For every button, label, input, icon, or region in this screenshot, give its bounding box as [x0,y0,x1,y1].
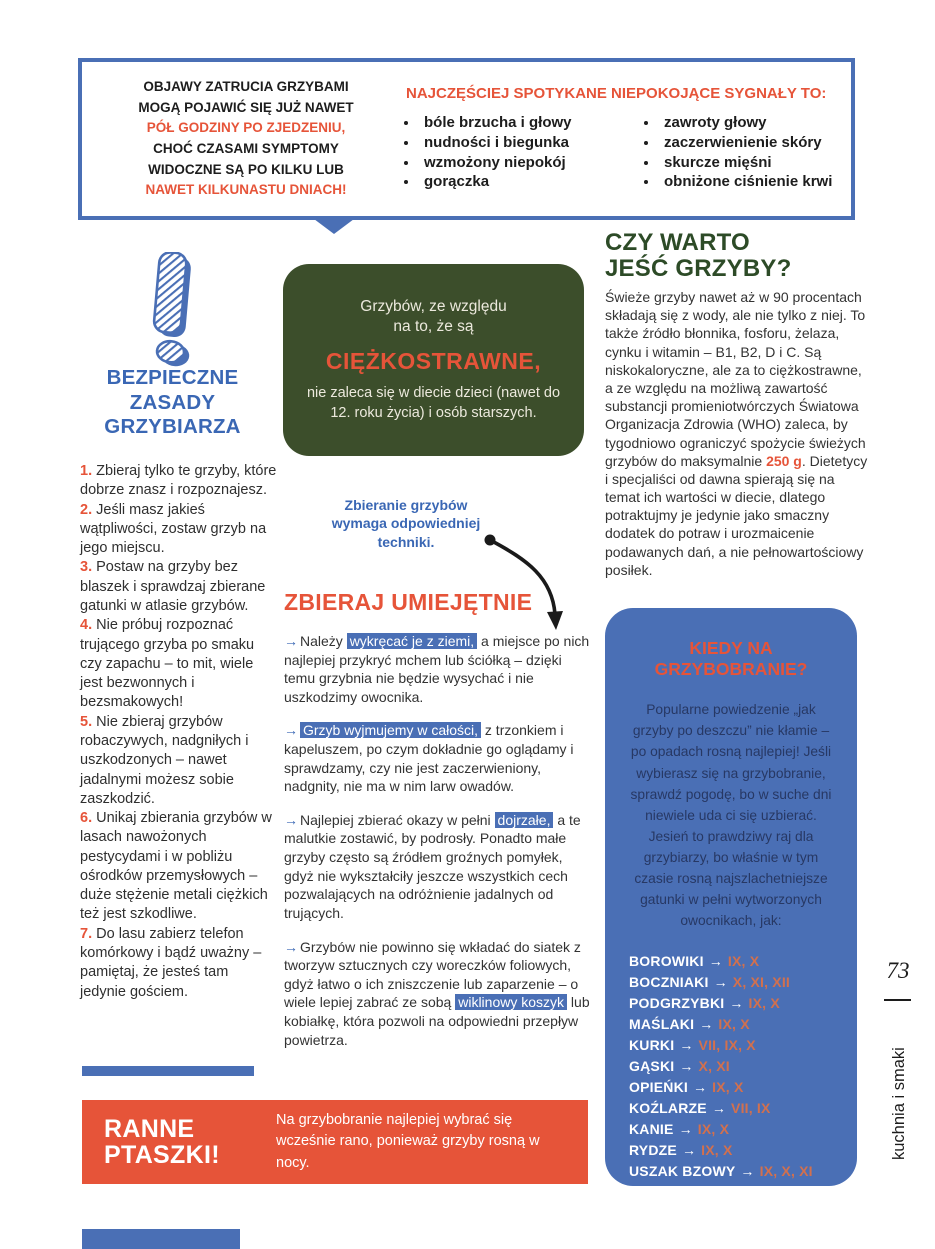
alert-pointer-triangle [310,216,358,234]
highlighted-phrase: wykręcać je z ziemi, [347,633,477,649]
rule-number: 7. [80,925,93,942]
mushroom-months: IX, X [748,995,780,1012]
row-arrow-icon: → [681,1142,697,1159]
mushroom-name: MAŚLAKI [629,1016,695,1033]
rule-text: Jeśli masz jakieś wątpliwości, zostaw grzyb na jego miejscu. [80,501,267,557]
collect-paragraph [284,938,592,1050]
mushroom-months: IX, X [697,1121,730,1138]
mushroom-name: PODGRZYBKI [629,995,725,1012]
rule-text: Nie zbieraj grzybów robaczywych, nadgniłych i uszkodzonych – nawet jadalnymi możesz sobie zaszkodzić. [80,713,249,807]
collect-paragraph [284,721,592,795]
paragraph-post: z trzonkiem i kapeluszem, po czym dokładnie go oglądamy i sprawdzamy, czy nie jest zaczerwieniony, nadgnity, nie ma w nim larw owadów. [284,722,574,795]
paragraph-arrow-icon: → [284,811,298,828]
when-to-forage-box [605,608,857,1186]
paragraph-pre: Najlepiej zbierać okazy w pełni [300,811,495,828]
safety-rule-item [80,501,278,559]
mushroom-name: BOCZNIAKI [629,974,709,991]
poisoning-alert-box [78,58,855,220]
poisoning-intro [82,77,392,200]
mushroom-season-row [629,1077,839,1098]
when-heading-line: GRZYBOBRANIE? [654,658,808,679]
mushroom-name: BOROWIKI [629,953,704,970]
mushroom-season-row [629,1140,839,1161]
mushroom-name: OPIEŃKI [629,1079,688,1096]
when-heading-line: KIEDY NA [689,638,773,658]
rule-number: 5. [80,713,93,730]
rule-number: 2. [80,501,93,518]
worth-heading-line: CZY WARTO [605,229,750,256]
signals-column-2 [644,114,832,192]
signal-item: • obniżone ciśnienie krwi [644,173,832,192]
signal-item: • gorączka [404,173,644,192]
row-arrow-icon: → [699,1016,714,1033]
mushroom-season-row [629,1035,839,1056]
when-heading [623,638,839,679]
exclamation-mark-icon [143,252,207,370]
mushroom-season-row [629,1098,839,1119]
intro-line: CHOĆ CZASAMI SYMPTOMY [153,141,339,156]
mushroom-season-row [629,972,839,993]
intro-line-accent: NAWET KILKUNASTU DNIACH! [145,182,347,198]
mushroom-season-row [629,951,839,972]
technique-note: Zbieranie grzybów wymaga odpowiedniej techniki. [331,497,481,550]
paragraph-arrow-icon: → [284,722,298,739]
early-birds-title [104,1116,276,1169]
heavy-digestion-box [283,264,584,456]
paragraph-pre: Grzybów nie powinno się wkładać do siatek z tworzyw sztucznych czy woreczków foliowych, gdyż łatwo o ich zniszczenie lub zaparzenie – o wiele lepiej zabrać ze sobą [284,938,581,1011]
mushroom-season-row [629,1161,839,1182]
safety-rules-list [80,462,278,1002]
mushroom-name: KOŹLARZE [629,1100,707,1117]
mushroom-name: KURKI [629,1037,675,1054]
collect-paragraph [284,811,592,923]
safety-rule-item [80,616,278,712]
worth-heading-line: JEŚĆ GRZYBY? [605,254,792,282]
mushroom-months: X, XI, XII [732,974,791,991]
mushroom-months: IX, X [718,1016,750,1033]
warning-signals [392,85,851,192]
safety-rules-heading: BEZPIECZNE ZASADY GRZYBIARZA [104,366,241,439]
mushroom-name: KANIE [629,1121,674,1138]
mushroom-months: X, XI [698,1058,730,1075]
worth-pre: Świeże grzyby nawet aż w 90 procentach składają się z wody, ale nie tylko z niej. To także źródło błonnika, fosforu, żelaza, cynku i witamin – B1, B2, D i C. Są niskokaloryczne, ale za to ciężkostrawne, a ze względu na możliwą zawartość substancji promieniotwórczych Światowa Organizacja Zdrowia (WHO) zaleca, by tygodniowo ograniczyć spożycie świeżych grzybów do maksymalnie [605,289,866,469]
early-birds-title-line: PTASZKI! [104,1141,220,1169]
paragraph-pre: Należy [300,633,347,649]
rule-number: 1. [80,463,93,479]
paragraph-post: lub kobiałkę, która pozwoli na odpowiedni przepływ powietrza. [284,994,590,1048]
row-arrow-icon: → [740,1163,755,1180]
signal-item: • skurcze mięśni [644,154,832,173]
rule-text: Nie próbuj rozpoznać trującego grzyba po smaku czy zapachu – to mit, wiele jest bezwonnych i bezsmakowych! [80,617,255,711]
early-birds-box [82,1100,588,1184]
max-amount-accent: 250 g [766,452,802,469]
paragraph-post: a te malutkie zostawić, by podrosły. Ponadto małe grzyby często są źródłem groźnych pomyłek, gdyż nie wykształciły jeszcze wszystkich cech pozwalających na odróżnienie jadalnych od trujących. [284,811,581,921]
row-arrow-icon: → [678,1121,693,1138]
row-arrow-icon: → [679,1058,694,1075]
mushroom-months: IX, X, XI [759,1163,813,1180]
paragraph-arrow-icon: → [284,633,298,649]
row-arrow-icon: → [679,1037,694,1054]
worth-eating-heading [605,230,791,282]
mushroom-months: IX, X [727,953,760,970]
signals-column-1 [404,114,644,192]
mushroom-name: RYDZE [629,1142,677,1159]
rule-number: 6. [80,810,93,827]
intro-line: WIDOCZNE SĄ PO KILKU LUB [148,161,344,177]
digestion-line: na to, że są [393,318,474,336]
mushroom-season-list [629,951,839,1182]
row-arrow-icon: → [708,953,723,970]
safety-rule-item [80,809,278,925]
rule-text: Postaw na grzyby bez blaszek i sprawdzaj zbierane gatunki w atlasie grzybów. [80,559,266,614]
safety-rule-item [80,713,278,809]
signal-item: • zawroty głowy [644,114,832,133]
mushroom-name: USZAK BZOWY [629,1163,736,1180]
row-arrow-icon: → [713,974,728,991]
paragraph-arrow-icon: → [284,938,298,955]
mushroom-months: IX, X [701,1142,733,1159]
rule-text: Unikaj zbierania grzybów w lasach nawożonych pestycydami i w pobliżu ośrodków przemysłowych – duże stężenie metali ciężkich też jest szkodliwe. [80,810,272,923]
signal-item: • zaczerwienienie skóry [644,134,832,153]
rule-text: Zbieraj tylko te grzyby, które dobrze znasz i rozpoznajesz. [80,463,277,499]
collect-paragraph [284,632,592,706]
when-paragraph: Popularne powiedzenie „jak grzyby po deszczu” nie kłamie – po opadach rosną najlepiej! Jeśli wybierasz się na grzybobranie, sprawdź pogodę, bo w suche dni niewiele uda ci się uzbierać. Jesień to prawdziwy raj dla grzybiarzy, bo właśnie w tym czasie rosną najszlachetniejsze gatunki w pełni wytworzonych owocnikach, jak: [630,702,832,929]
early-birds-text: Na grzybobranie najlepiej wybrać się wcześnie rano, ponieważ grzyby rosną w nocy. [276,1112,540,1171]
section-label: kuchnia i smaki [890,1047,908,1160]
safety-rule-item [80,462,278,501]
signal-item: • nudności i biegunka [404,134,644,153]
intro-line-accent: PÓŁ GODZINY PO ZJEDZENIU, [146,120,346,136]
collect-skilfully-heading: ZBIERAJ UMIEJĘTNIE [284,589,533,615]
digestion-accent-word: CIĘŻKOSTRAWNE, [325,348,542,375]
page-number: 73 [886,958,910,983]
mushroom-name: GĄSKI [629,1058,675,1075]
mushroom-season-row [629,1119,839,1140]
signal-item: • wzmożony niepokój [404,154,644,173]
signals-heading: NAJCZĘŚCIEJ SPOTYKANE NIEPOKOJĄCE SYGNAŁY TO: [406,85,827,103]
intro-line: MOGĄ POJAWIĆ SIĘ JUŻ NAWET [138,99,354,115]
worth-post: . Dietetycy i specjaliści od dawna spierają się na temat ich wartości w diecie, dlatego potraktujmy je jedynie jako smaczny dodatek do potraw i urozmaicenie podawanych dań, a nie pełnowartościowy posiłek. [605,452,868,578]
mushroom-months: VII, IX [731,1100,771,1117]
intro-line: OBJAWY ZATRUCIA GRZYBAMI [143,79,349,95]
signal-item: • bóle brzucha i głowy [404,114,644,133]
highlighted-phrase: dojrzałe, [495,812,554,828]
worth-eating-paragraph [605,288,869,579]
safety-rule-item [80,925,278,1002]
decorative-blue-bar-bottom [82,1229,240,1249]
highlighted-phrase: Grzyb wyjmujemy w całości, [300,722,481,738]
collect-paragraphs [284,632,592,1064]
digestion-rest-text: nie zaleca się w diecie dzieci (nawet do 12. roku życia) i osób starszych. [306,385,561,421]
mushroom-months: VII, IX, X [698,1037,756,1054]
rule-number: 4. [80,617,93,634]
early-birds-title-line: RANNE [104,1114,195,1143]
digestion-line: Grzybów, ze względu [360,297,507,315]
mushroom-season-row [629,1014,839,1035]
curved-arrow-icon [462,518,577,636]
safety-rule-item [80,558,278,616]
folio-divider-line [884,999,911,1001]
row-arrow-icon: → [729,995,744,1012]
row-arrow-icon: → [711,1100,727,1117]
mushroom-season-row [629,993,839,1014]
decorative-blue-bar-top [82,1066,254,1076]
mushroom-season-row [629,1056,839,1077]
paragraph-post: a miejsce po nich najlepiej przykryć mchem lub ściółką – dzięki temu grzybnia nie będzie wysychać i nie uszkodzimy owocnika. [284,633,590,705]
highlighted-phrase: wiklinowy koszyk [455,994,567,1010]
rule-text: Do lasu zabierz telefon komórkowy i bądź uważny – pamiętaj, że jesteś tam jedynie gościem. [80,925,262,1000]
mushroom-months: IX, X [712,1079,744,1096]
row-arrow-icon: → [692,1079,708,1096]
rule-number: 3. [80,559,93,576]
